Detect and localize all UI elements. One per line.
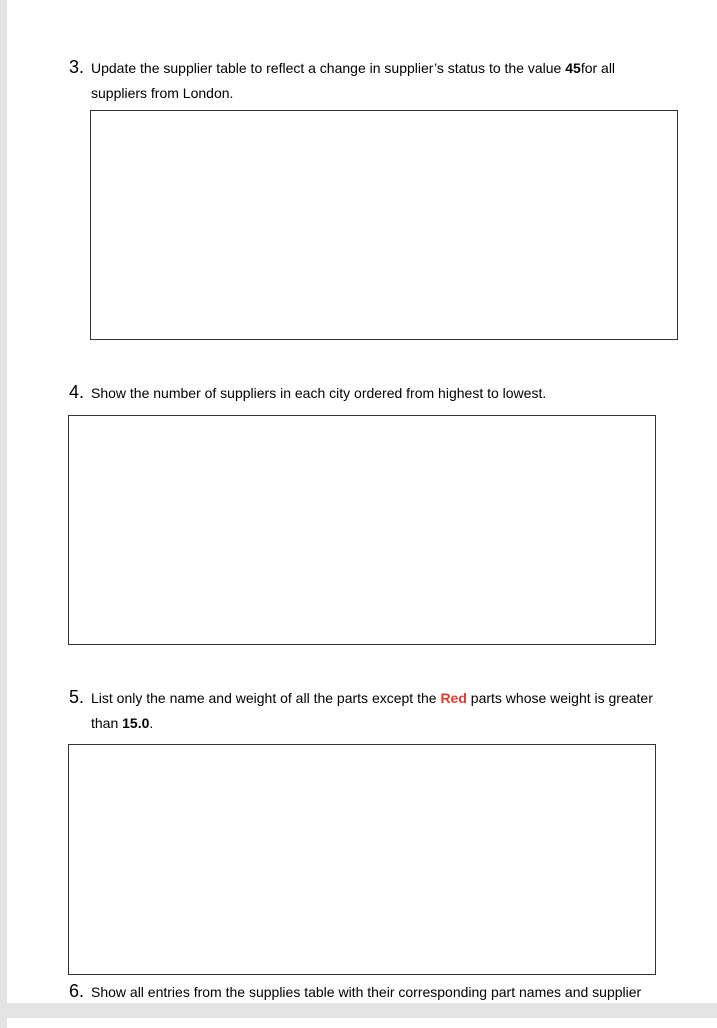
answer-box-4[interactable] (68, 415, 656, 645)
question-text: . (149, 715, 154, 731)
question-3 (69, 54, 616, 101)
question-number: 6. (69, 981, 85, 1001)
question-text: parts whose weight is greater (466, 690, 653, 706)
question-number: 4. (69, 382, 85, 402)
answer-box-5[interactable] (68, 744, 656, 975)
question-6 (69, 978, 641, 1003)
red-highlight-text: Red (440, 690, 467, 706)
document-page (7, 0, 717, 1003)
question-text-line2 (91, 710, 153, 736)
question-4 (69, 379, 546, 406)
question-text-line1 (91, 690, 653, 706)
bold-value: 15.0 (122, 715, 150, 731)
bold-value: 45 (565, 60, 581, 76)
question-number: 5. (69, 687, 85, 707)
question-text-line1 (91, 60, 615, 76)
question-text-line1: Show all entries from the supplies table with their corresponding part names and supplier (91, 984, 642, 1000)
question-5 (69, 684, 653, 731)
question-text: for all (580, 60, 616, 76)
question-text-line2: suppliers from London. (91, 85, 234, 101)
question-text: than (91, 715, 123, 731)
answer-box-3[interactable] (90, 110, 678, 340)
question-number: 3. (69, 57, 85, 77)
question-text: List only the name and weight of all the parts except the (91, 690, 441, 706)
question-text-line1: Show the number of suppliers in each city ordered from highest to lowest. (91, 385, 547, 401)
question-text: Update the supplier table to reflect a change in supplier’s status to the value (91, 60, 566, 76)
next-document-page (7, 1018, 717, 1028)
